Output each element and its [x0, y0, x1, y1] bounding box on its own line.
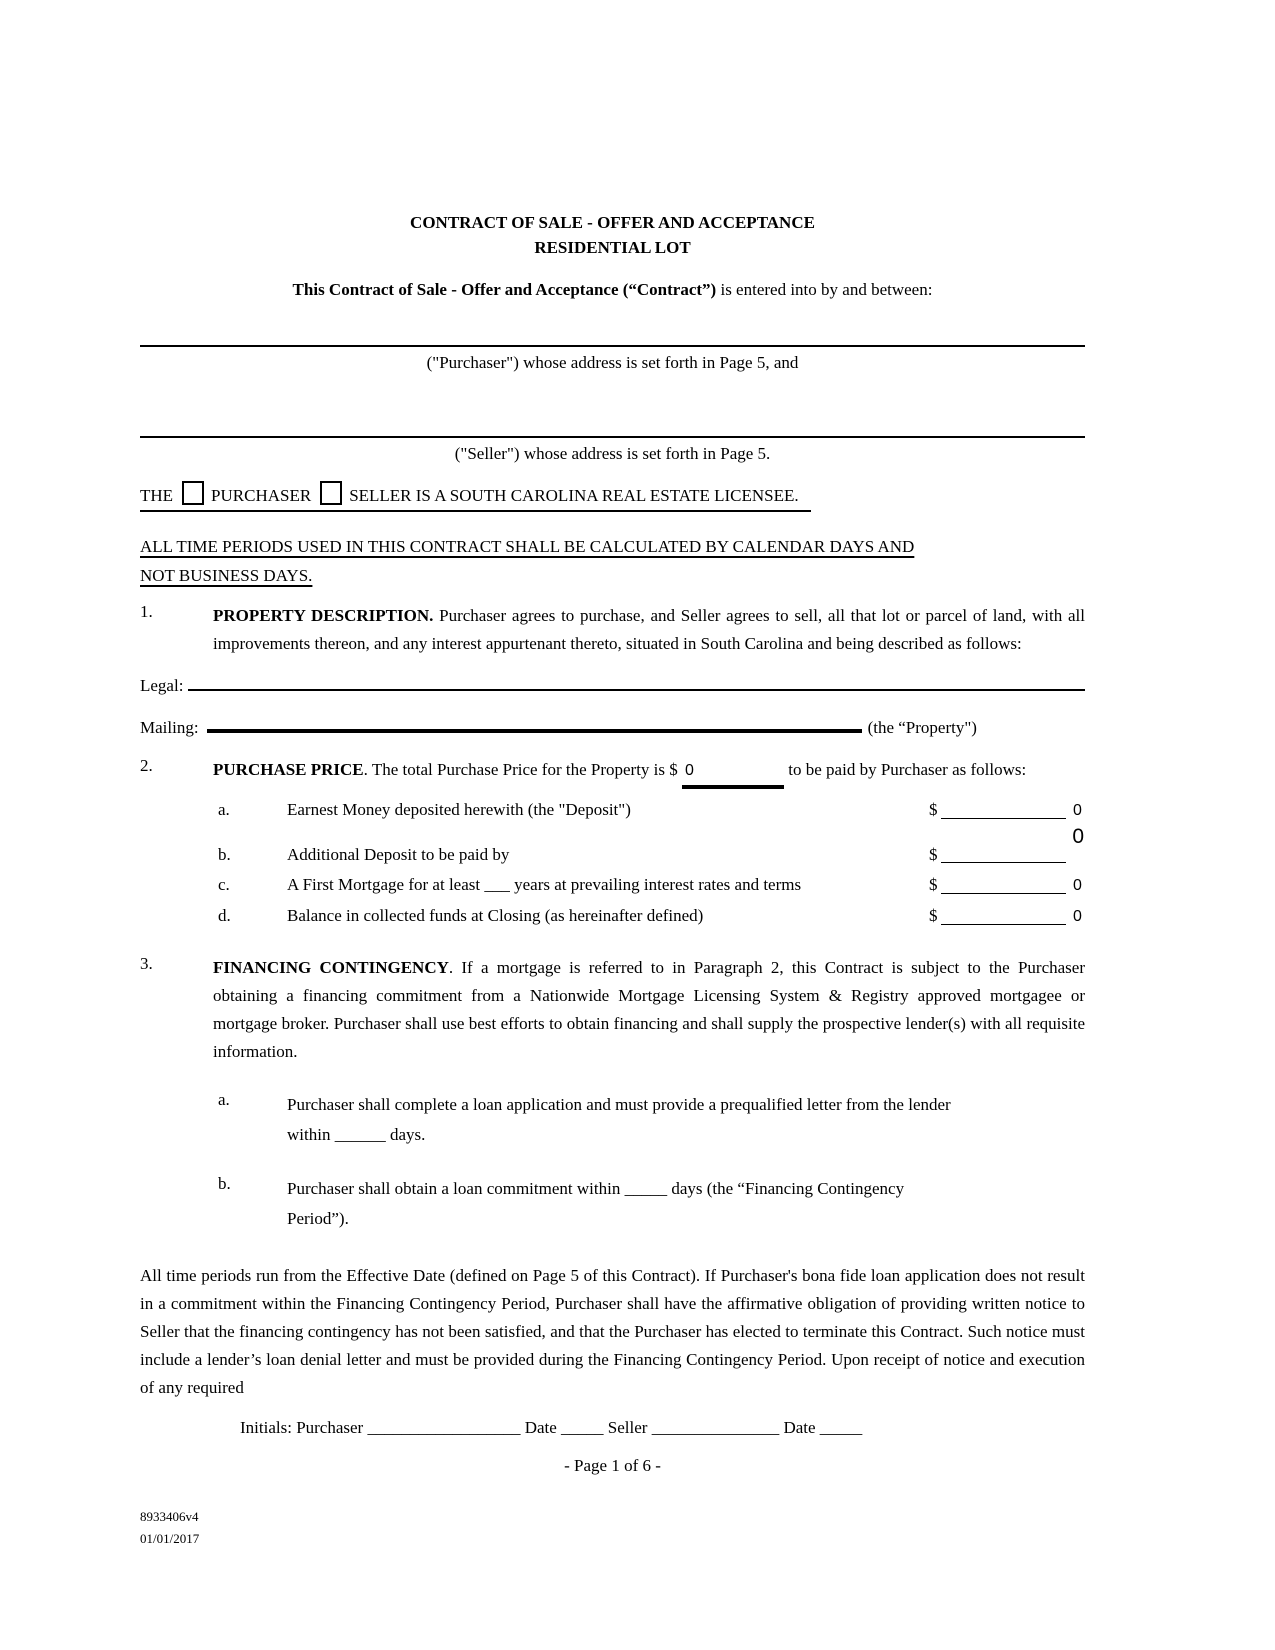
total-price-field[interactable] — [682, 756, 784, 789]
initials-line: Initials: Purchaser __________________ Date _____ Seller _______________ Date _____ — [240, 1418, 863, 1437]
financing-subitem-loan-application — [218, 1090, 1085, 1150]
price-row-text: Earnest Money deposited herewith (the "Deposit") — [287, 800, 631, 819]
subitem-a-line-1: Purchaser shall complete a loan application and must provide a prequalified letter from the lender — [287, 1095, 951, 1114]
additional-deposit-amount-value: 0 — [1072, 825, 1084, 848]
time-periods-paragraph: All time periods run from the Effective Date (defined on Page 5 of this Contract). If Purchaser's bona fide loan application does not result in a commitment within the Financing Contingency Period, Purchaser shall have the affirmative obligation of providing written notice to Seller that the financing contingency has not been satisfied, and that the Purchaser has elected to terminate this Contract. Such notice must include a lender’s loan denial letter and must be provided during the Financing Contingency Period. Upon receipt of notice and execution of any required — [140, 1266, 1085, 1397]
section-3-body: . If a mortgage is referred to in Paragraph 2, this Contract is subject to the Purchaser obtaining a financing commitment from a Nationwide Mortgage Licensing System & Registry approved mortgagee or mortgage broker. Purchaser shall use best efforts to obtain financing and shall supply the prospective lender(s) with all requisite information. — [213, 958, 1086, 1061]
price-row-text: Balance in collected funds at Closing (as hereinafter defined) — [287, 906, 704, 925]
intro-rest-text: is entered into by and between: — [716, 280, 933, 299]
legal-label: Legal: — [140, 676, 184, 695]
document-revision-date: 01/01/2017 — [140, 1531, 200, 1546]
section-2-body-post: to be paid by Purchaser as follows: — [784, 760, 1027, 779]
purchaser-caption: ("Purchaser") whose address is set forth in Page 5, and — [426, 353, 799, 372]
calendar-notice-line-1: ALL TIME PERIODS USED IN THIS CONTRACT SHALL BE CALCULATED BY CALENDAR DAYS AND — [140, 537, 915, 556]
balance-amount-field[interactable] — [941, 905, 1067, 925]
title-line-2: RESIDENTIAL LOT — [534, 238, 691, 257]
price-row-letter: c. — [218, 875, 230, 894]
price-row-text: Additional Deposit to be paid by — [287, 845, 510, 864]
total-price-value: 0 — [685, 762, 694, 779]
section-2-number: 2. — [140, 756, 153, 775]
section-1-heading: PROPERTY DESCRIPTION. — [213, 606, 434, 625]
title-line-1: CONTRACT OF SALE - OFFER AND ACCEPTANCE — [410, 213, 815, 232]
seller-checkbox[interactable] — [320, 481, 342, 505]
price-row-letter: b. — [218, 845, 231, 864]
calendar-days-notice — [140, 532, 1085, 590]
first-mortgage-amount-field[interactable] — [941, 874, 1067, 894]
dollar-sign: $ — [929, 906, 938, 925]
price-row-first-mortgage — [218, 874, 1085, 897]
dollar-sign: $ — [929, 875, 938, 894]
mailing-address-row — [140, 714, 1085, 738]
licensee-purchaser-label: PURCHASER — [211, 486, 312, 505]
licensee-statement — [140, 481, 1085, 512]
section-2-body-pre: . The total Purchase Price for the Property is $ — [363, 760, 683, 779]
earnest-money-amount-value: 0 — [1073, 802, 1082, 819]
first-mortgage-amount-value: 0 — [1073, 877, 1082, 894]
legal-description-row — [140, 674, 1085, 696]
property-tag: (the “Property") — [867, 718, 977, 737]
price-row-additional-deposit — [218, 844, 1085, 866]
section-property-description — [140, 602, 1085, 658]
balance-amount-value: 0 — [1073, 908, 1082, 925]
document-footer — [140, 1506, 199, 1550]
intro-bold-text: This Contract of Sale - Offer and Acceptance (“Contract”) — [292, 280, 717, 299]
subitem-letter: b. — [218, 1174, 231, 1193]
subitem-b-line-1: Purchaser shall obtain a loan commitment within _____ days (the “Financing Contingency — [287, 1179, 905, 1198]
purchase-price-breakdown — [140, 799, 1085, 928]
subitem-b-line-2: Period”). — [287, 1209, 349, 1228]
dollar-sign: $ — [929, 845, 938, 864]
price-row-text: A First Mortgage for at least ___ years at prevailing interest rates and terms — [287, 875, 802, 894]
section-1-body: Purchaser agrees to purchase, and Seller agrees to sell, all that lot or parcel of land, with all improvements thereon, and any interest appurtenant thereto, situated in South Carolina and being described as follows: — [213, 606, 1085, 653]
legal-input-line[interactable] — [188, 674, 1085, 691]
document-title — [140, 210, 1085, 260]
section-financing-contingency — [140, 954, 1086, 1066]
section-3-heading: FINANCING CONTINGENCY — [213, 958, 449, 977]
intro-paragraph — [140, 278, 1085, 302]
purchaser-name-line[interactable] — [140, 345, 1085, 347]
section-purchase-price — [140, 756, 1085, 789]
section-1-number: 1. — [140, 602, 153, 621]
additional-deposit-amount-field[interactable] — [941, 844, 1067, 863]
seller-name-line[interactable] — [140, 436, 1085, 438]
page-number: - Page 1 of 6 - — [564, 1456, 661, 1475]
subitem-a-line-2: within ______ days. — [287, 1125, 426, 1144]
financing-subitem-loan-commitment — [218, 1174, 1085, 1234]
purchaser-checkbox[interactable] — [182, 481, 204, 505]
subitem-letter: a. — [218, 1090, 230, 1109]
price-row-letter: d. — [218, 906, 231, 925]
document-id: 8933406v4 — [140, 1509, 199, 1524]
price-row-balance — [218, 905, 1085, 928]
price-row-letter: a. — [218, 800, 230, 819]
dollar-sign: $ — [929, 800, 938, 819]
earnest-money-amount-field[interactable] — [941, 799, 1067, 819]
seller-caption: ("Seller") whose address is set forth in Page 5. — [454, 444, 771, 463]
licensee-pre-text: THE — [140, 486, 174, 505]
mailing-label: Mailing: — [140, 718, 199, 737]
price-row-earnest-money — [218, 799, 1085, 822]
section-3-number: 3. — [140, 954, 153, 973]
mailing-input-line[interactable] — [207, 714, 862, 733]
licensee-seller-label: SELLER IS A SOUTH CAROLINA REAL ESTATE LICENSEE. — [349, 486, 799, 505]
calendar-notice-line-2: NOT BUSINESS DAYS. — [140, 566, 313, 585]
section-2-heading: PURCHASE PRICE — [213, 760, 364, 779]
